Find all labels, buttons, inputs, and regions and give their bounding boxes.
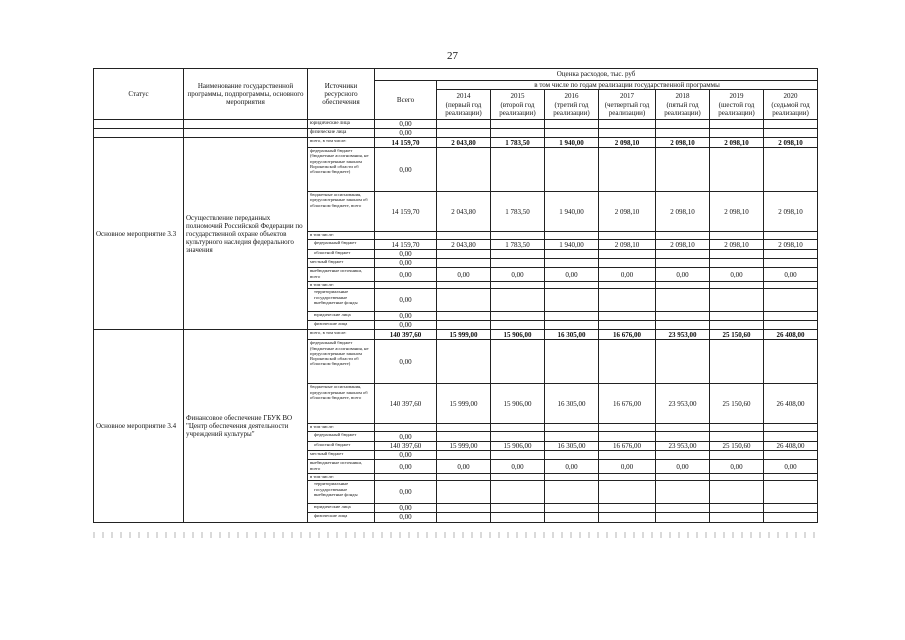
year-value-cell xyxy=(545,474,599,481)
year-value-cell: 2 098,10 xyxy=(599,240,656,250)
year-value-cell xyxy=(491,424,545,432)
source-label: местный бюджет xyxy=(308,451,375,460)
year-value-cell xyxy=(764,289,818,312)
year-value-cell xyxy=(545,432,599,442)
year-value-cell xyxy=(599,232,656,240)
year-value-cell xyxy=(599,451,656,460)
year-value-cell: 0,00 xyxy=(599,460,656,474)
total-cell: 0,00 xyxy=(375,432,437,442)
year-value-cell xyxy=(764,504,818,513)
header-year: 2020 (седьмой год реализации) xyxy=(764,90,818,120)
expenditure-table xyxy=(93,68,818,523)
year-value-cell: 2 098,10 xyxy=(656,192,710,232)
year-value-cell xyxy=(656,282,710,289)
year-value-cell xyxy=(599,513,656,522)
total-cell xyxy=(375,424,437,432)
total-cell: 0,00 xyxy=(375,268,437,282)
year-value-cell: 25 150,60 xyxy=(710,330,764,340)
year-value-cell xyxy=(764,148,818,192)
measure-status: Основное мероприятие 3.4 xyxy=(94,330,184,522)
year-value-cell xyxy=(710,282,764,289)
year-value-cell: 0,00 xyxy=(491,460,545,474)
year-value-cell: 2 098,10 xyxy=(710,138,764,148)
year-value-cell: 15 999,00 xyxy=(437,442,491,451)
source-label: внебюджетные источники, всего xyxy=(308,268,375,282)
total-cell: 0,00 xyxy=(375,129,437,138)
year-value-cell xyxy=(491,232,545,240)
source-label: всего, в том числе: xyxy=(308,330,375,340)
year-value-cell: 2 098,10 xyxy=(710,240,764,250)
year-value-cell xyxy=(491,250,545,259)
year-value-cell xyxy=(437,289,491,312)
year-value-cell xyxy=(545,513,599,522)
year-value-cell: 2 098,10 xyxy=(764,240,818,250)
source-label: областной бюджет xyxy=(308,250,375,259)
year-value-cell xyxy=(491,451,545,460)
year-value-cell: 25 150,60 xyxy=(710,384,764,424)
source-label: местный бюджет xyxy=(308,259,375,268)
year-value-cell xyxy=(491,481,545,504)
total-cell: 0,00 xyxy=(375,504,437,513)
year-value-cell: 2 098,10 xyxy=(656,138,710,148)
year-value-cell: 2 043,80 xyxy=(437,192,491,232)
year-value-cell xyxy=(764,432,818,442)
header-incl-years: в том числе по годам реализации государственной программы xyxy=(437,81,818,90)
year-value-cell xyxy=(656,321,710,330)
year-value-cell xyxy=(491,312,545,321)
source-label: территориальные государственные внебюджетные фонды xyxy=(308,289,375,312)
year-value-cell xyxy=(545,504,599,513)
year-value-cell xyxy=(764,513,818,522)
table-row xyxy=(94,120,818,129)
year-value-cell xyxy=(437,432,491,442)
source-label: федеральный бюджет (бюджетные ассигнования, не предусмотренные законом Воронежской области об областном бюджете) xyxy=(308,340,375,384)
year-value-cell: 0,00 xyxy=(710,460,764,474)
year-value-cell xyxy=(545,481,599,504)
source-label: областной бюджет xyxy=(308,442,375,451)
source-label: бюджетные ассигнования, предусмотренные законом об областном бюджете, всего xyxy=(308,384,375,424)
year-value-cell: 16 676,00 xyxy=(599,384,656,424)
year-value-cell xyxy=(599,432,656,442)
total-cell: 0,00 xyxy=(375,481,437,504)
year-value-cell: 1 940,00 xyxy=(545,240,599,250)
header-year: 2018 (пятый год реализации) xyxy=(656,90,710,120)
year-value-cell: 16 676,00 xyxy=(599,442,656,451)
year-value-cell: 15 906,00 xyxy=(491,330,545,340)
total-cell: 0,00 xyxy=(375,250,437,259)
year-value-cell: 23 953,00 xyxy=(656,384,710,424)
total-cell xyxy=(375,232,437,240)
year-value-cell xyxy=(491,474,545,481)
year-value-cell: 0,00 xyxy=(764,268,818,282)
year-value-cell: 2 098,10 xyxy=(656,240,710,250)
year-value-cell xyxy=(710,148,764,192)
year-value-cell xyxy=(764,321,818,330)
year-value-cell xyxy=(545,259,599,268)
measure-status: Основное мероприятие 3.3 xyxy=(94,138,184,330)
year-value-cell xyxy=(599,289,656,312)
year-value-cell xyxy=(545,451,599,460)
source-label: юридические лица xyxy=(308,120,375,129)
year-value-cell: 0,00 xyxy=(656,460,710,474)
year-value-cell xyxy=(491,432,545,442)
year-value-cell: 23 953,00 xyxy=(656,442,710,451)
year-value-cell xyxy=(437,513,491,522)
year-value-cell xyxy=(599,282,656,289)
year-value-cell: 1 783,50 xyxy=(491,240,545,250)
year-value-cell: 0,00 xyxy=(437,268,491,282)
total-cell: 0,00 xyxy=(375,460,437,474)
year-value-cell xyxy=(656,232,710,240)
year-value-cell xyxy=(710,513,764,522)
year-value-cell xyxy=(545,340,599,384)
year-value-cell xyxy=(710,250,764,259)
source-label: физические лица xyxy=(308,321,375,330)
year-value-cell xyxy=(656,481,710,504)
year-value-cell xyxy=(545,424,599,432)
year-value-cell xyxy=(656,504,710,513)
year-value-cell xyxy=(491,289,545,312)
page-number: 27 xyxy=(447,50,458,62)
year-value-cell xyxy=(437,312,491,321)
year-value-cell: 23 953,00 xyxy=(656,330,710,340)
source-label: физические лица xyxy=(308,129,375,138)
year-value-cell xyxy=(437,250,491,259)
total-cell: 14 159,70 xyxy=(375,240,437,250)
year-value-cell xyxy=(710,312,764,321)
year-value-cell xyxy=(491,259,545,268)
total-cell: 0,00 xyxy=(375,513,437,522)
total-cell: 140 397,60 xyxy=(375,384,437,424)
year-value-cell xyxy=(656,432,710,442)
source-label: федеральный бюджет xyxy=(308,432,375,442)
year-value-cell xyxy=(491,282,545,289)
year-value-cell xyxy=(656,513,710,522)
year-value-cell: 0,00 xyxy=(710,268,764,282)
source-label: в том числе: xyxy=(308,282,375,289)
source-label: бюджетные ассигнования, предусмотренные законом об областном бюджете, всего xyxy=(308,192,375,232)
year-value-cell xyxy=(710,451,764,460)
year-value-cell: 16 305,00 xyxy=(545,442,599,451)
year-value-cell xyxy=(656,259,710,268)
total-cell xyxy=(375,282,437,289)
total-cell: 0,00 xyxy=(375,120,437,129)
total-cell: 14 159,70 xyxy=(375,138,437,148)
year-value-cell xyxy=(710,259,764,268)
total-cell: 0,00 xyxy=(375,312,437,321)
year-value-cell xyxy=(764,232,818,240)
year-value-cell: 2 098,10 xyxy=(764,192,818,232)
year-value-cell xyxy=(764,259,818,268)
year-value-cell: 0,00 xyxy=(656,268,710,282)
year-value-cell xyxy=(491,504,545,513)
year-value-cell: 2 098,10 xyxy=(764,138,818,148)
total-cell xyxy=(375,474,437,481)
total-cell: 140 397,60 xyxy=(375,330,437,340)
year-value-cell xyxy=(437,148,491,192)
header-year: 2017 (четвертый год реализации) xyxy=(599,90,656,120)
measure-name: Осуществление переданных полномочий Российской Федерации по государственной охране объектов культурного наследия федерального значения xyxy=(184,138,308,330)
total-cell: 0,00 xyxy=(375,148,437,192)
total-cell: 0,00 xyxy=(375,289,437,312)
year-value-cell xyxy=(437,424,491,432)
year-value-cell xyxy=(599,321,656,330)
year-value-cell: 0,00 xyxy=(545,268,599,282)
source-label: физические лица xyxy=(308,513,375,522)
year-value-cell: 0,00 xyxy=(545,460,599,474)
year-value-cell: 15 999,00 xyxy=(437,384,491,424)
header-total: Всего xyxy=(375,81,437,120)
year-value-cell xyxy=(599,424,656,432)
year-value-cell xyxy=(545,289,599,312)
total-cell: 0,00 xyxy=(375,259,437,268)
year-value-cell: 2 043,80 xyxy=(437,138,491,148)
header-status: Статус xyxy=(94,69,184,120)
year-value-cell xyxy=(656,451,710,460)
year-value-cell xyxy=(710,289,764,312)
year-value-cell xyxy=(656,250,710,259)
year-value-cell xyxy=(437,504,491,513)
year-value-cell xyxy=(437,282,491,289)
header-name: Наименование государственной программы, подпрограммы, основного мероприятия xyxy=(184,69,308,120)
year-value-cell: 15 906,00 xyxy=(491,384,545,424)
year-value-cell xyxy=(599,148,656,192)
scan-noise xyxy=(93,532,817,538)
year-value-cell: 26 408,00 xyxy=(764,384,818,424)
year-value-cell xyxy=(491,321,545,330)
year-value-cell xyxy=(437,474,491,481)
year-value-cell xyxy=(545,232,599,240)
year-value-cell xyxy=(599,250,656,259)
year-value-cell xyxy=(599,259,656,268)
year-value-cell xyxy=(545,148,599,192)
year-value-cell xyxy=(491,148,545,192)
year-value-cell: 1 940,00 xyxy=(545,138,599,148)
year-value-cell xyxy=(710,340,764,384)
year-value-cell xyxy=(656,340,710,384)
year-value-cell xyxy=(437,259,491,268)
table-row xyxy=(94,129,818,138)
table-row xyxy=(94,138,818,148)
source-label: федеральный бюджет (бюджетные ассигнования, не предусмотренные законом Воронежской области об областном бюджете) xyxy=(308,148,375,192)
year-value-cell xyxy=(764,250,818,259)
year-value-cell xyxy=(437,321,491,330)
year-value-cell xyxy=(764,451,818,460)
year-value-cell xyxy=(545,312,599,321)
year-value-cell xyxy=(710,432,764,442)
year-value-cell: 2 098,10 xyxy=(710,192,764,232)
year-value-cell xyxy=(599,481,656,504)
header-estimate: Оценка расходов, тыс. руб xyxy=(375,69,818,81)
year-value-cell xyxy=(710,321,764,330)
total-cell: 0,00 xyxy=(375,321,437,330)
year-value-cell xyxy=(656,474,710,481)
year-value-cell xyxy=(764,340,818,384)
year-value-cell xyxy=(710,232,764,240)
year-value-cell xyxy=(437,451,491,460)
measure-name: Финансовое обеспечение ГБУК ВО "Центр обеспечения деятельности учреждений культуры" xyxy=(184,330,308,522)
year-value-cell xyxy=(656,289,710,312)
year-value-cell: 15 999,00 xyxy=(437,330,491,340)
year-value-cell: 2 098,10 xyxy=(599,192,656,232)
total-cell: 0,00 xyxy=(375,340,437,384)
year-value-cell xyxy=(599,312,656,321)
year-value-cell: 1 783,50 xyxy=(491,192,545,232)
year-value-cell: 0,00 xyxy=(764,460,818,474)
source-label: всего, в том числе: xyxy=(308,138,375,148)
total-cell: 140 397,60 xyxy=(375,442,437,451)
source-label: территориальные государственные внебюджетные фонды xyxy=(308,481,375,504)
year-value-cell xyxy=(710,474,764,481)
header-source: Источники ресурсного обеспечения xyxy=(308,69,375,120)
year-value-cell xyxy=(710,481,764,504)
year-value-cell xyxy=(545,282,599,289)
year-value-cell: 2 098,10 xyxy=(599,138,656,148)
year-value-cell: 16 305,00 xyxy=(545,330,599,340)
year-value-cell: 26 408,00 xyxy=(764,442,818,451)
year-value-cell xyxy=(599,340,656,384)
header-year: 2016 (третий год реализации) xyxy=(545,90,599,120)
year-value-cell xyxy=(491,340,545,384)
year-value-cell: 1 783,50 xyxy=(491,138,545,148)
year-value-cell xyxy=(437,340,491,384)
total-cell: 14 159,70 xyxy=(375,192,437,232)
header-year: 2019 (шестой год реализации) xyxy=(710,90,764,120)
year-value-cell xyxy=(710,424,764,432)
source-label: в том числе: xyxy=(308,232,375,240)
year-value-cell: 1 940,00 xyxy=(545,192,599,232)
year-value-cell xyxy=(656,148,710,192)
year-value-cell: 15 906,00 xyxy=(491,442,545,451)
table-row xyxy=(94,330,818,340)
year-value-cell xyxy=(764,481,818,504)
year-value-cell: 0,00 xyxy=(599,268,656,282)
year-value-cell xyxy=(491,513,545,522)
header-year: 2014 (первый год реализации) xyxy=(437,90,491,120)
source-label: в том числе: xyxy=(308,424,375,432)
year-value-cell xyxy=(764,282,818,289)
source-label: юридические лица xyxy=(308,312,375,321)
year-value-cell xyxy=(545,321,599,330)
source-label: федеральный бюджет xyxy=(308,240,375,250)
year-value-cell xyxy=(764,312,818,321)
year-value-cell xyxy=(599,504,656,513)
year-value-cell: 25 150,60 xyxy=(710,442,764,451)
year-value-cell xyxy=(599,474,656,481)
year-value-cell xyxy=(545,250,599,259)
total-cell: 0,00 xyxy=(375,451,437,460)
year-value-cell: 0,00 xyxy=(437,460,491,474)
year-value-cell xyxy=(437,232,491,240)
year-value-cell: 16 305,00 xyxy=(545,384,599,424)
year-value-cell: 26 408,00 xyxy=(764,330,818,340)
source-label: внебюджетные источники, всего xyxy=(308,460,375,474)
year-value-cell: 0,00 xyxy=(491,268,545,282)
year-value-cell xyxy=(656,424,710,432)
year-value-cell: 2 043,80 xyxy=(437,240,491,250)
year-value-cell xyxy=(764,474,818,481)
source-label: юридические лица xyxy=(308,504,375,513)
year-value-cell xyxy=(656,312,710,321)
year-value-cell: 16 676,00 xyxy=(599,330,656,340)
year-value-cell xyxy=(710,504,764,513)
source-label: в том числе: xyxy=(308,474,375,481)
year-value-cell xyxy=(764,424,818,432)
year-value-cell xyxy=(437,481,491,504)
header-year: 2015 (второй год реализации) xyxy=(491,90,545,120)
